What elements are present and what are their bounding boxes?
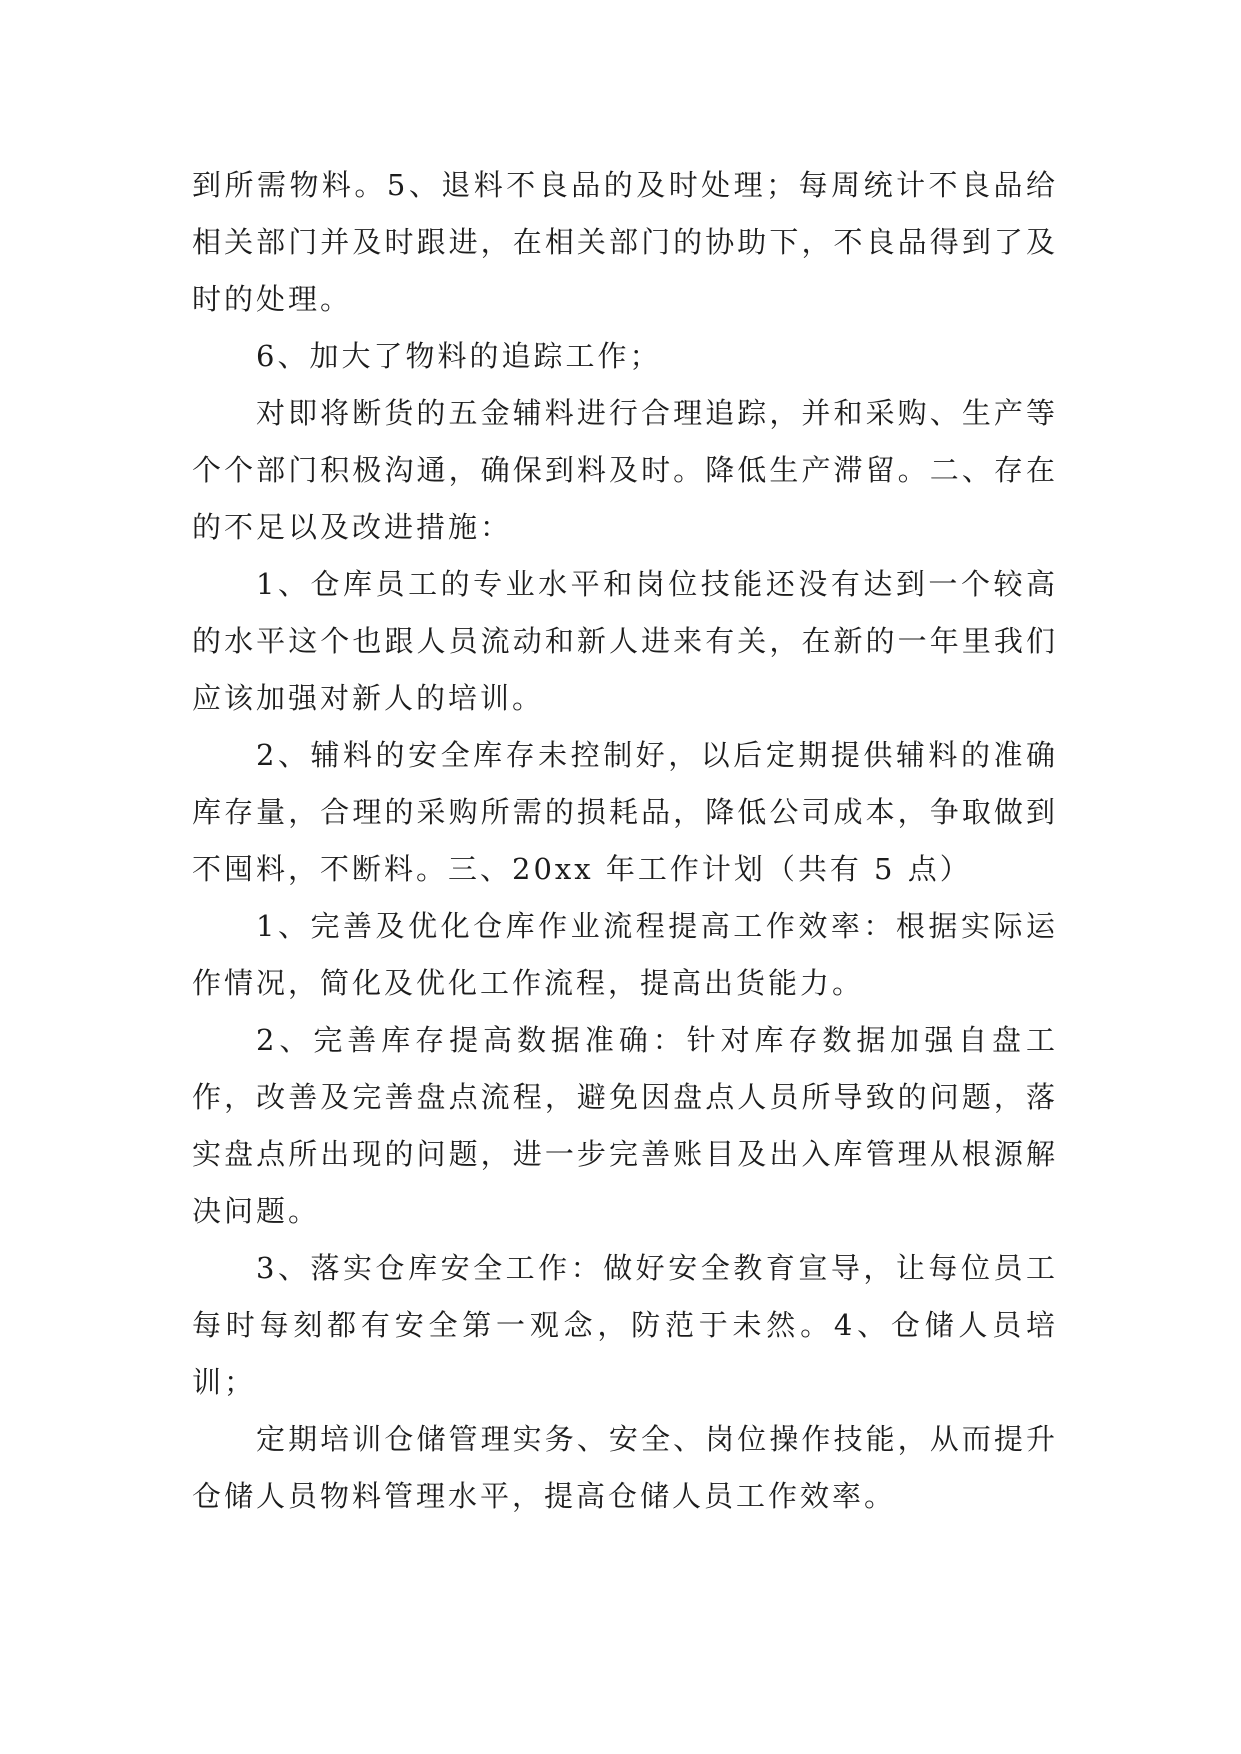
paragraph: 3、落实仓库安全工作：做好安全教育宣导，让每位员工每时每刻都有安全第一观念，防范于未然。4、仓储人员培训； — [192, 1251, 1058, 1399]
paragraph: 6、加大了物料的追踪工作； — [256, 339, 662, 373]
paragraph: 定期培训仓储管理实务、安全、岗位操作技能，从而提升仓储人员物料管理水平，提高仓储人员工作效率。 — [192, 1422, 1058, 1513]
paragraph: 2、完善库存提高数据准确：针对库存数据加强自盘工作，改善及完善盘点流程，避免因盘点人员所导致的问题，落实盘点所出现的问题，进一步完善账目及出入库管理从根源解决问题。 — [192, 1023, 1058, 1228]
paragraph: 对即将断货的五金辅料进行合理追踪，并和采购、生产等个个部门积极沟通，确保到料及时。降低生产滞留。二、存在的不足以及改进措施： — [192, 396, 1058, 544]
paragraph: 2、辅料的安全库存未控制好，以后定期提供辅料的准确库存量，合理的采购所需的损耗品，降低公司成本，争取做到不囤料，不断料。三、20xx 年工作计划（共有 5 点） — [192, 738, 1058, 886]
paragraph: 1、仓库员工的专业水平和岗位技能还没有达到一个较高的水平这个也跟人员流动和新人进来有关，在新的一年里我们应该加强对新人的培训。 — [192, 567, 1058, 715]
document-body — [192, 157, 1058, 1525]
paragraph: 到所需物料。5、退料不良品的及时处理；每周统计不良品给相关部门并及时跟进，在相关部门的协助下，不良品得到了及时的处理。 — [192, 168, 1058, 316]
paragraph: 1、完善及优化仓库作业流程提高工作效率：根据实际运作情况，简化及优化工作流程，提高出货能力。 — [192, 909, 1058, 1000]
